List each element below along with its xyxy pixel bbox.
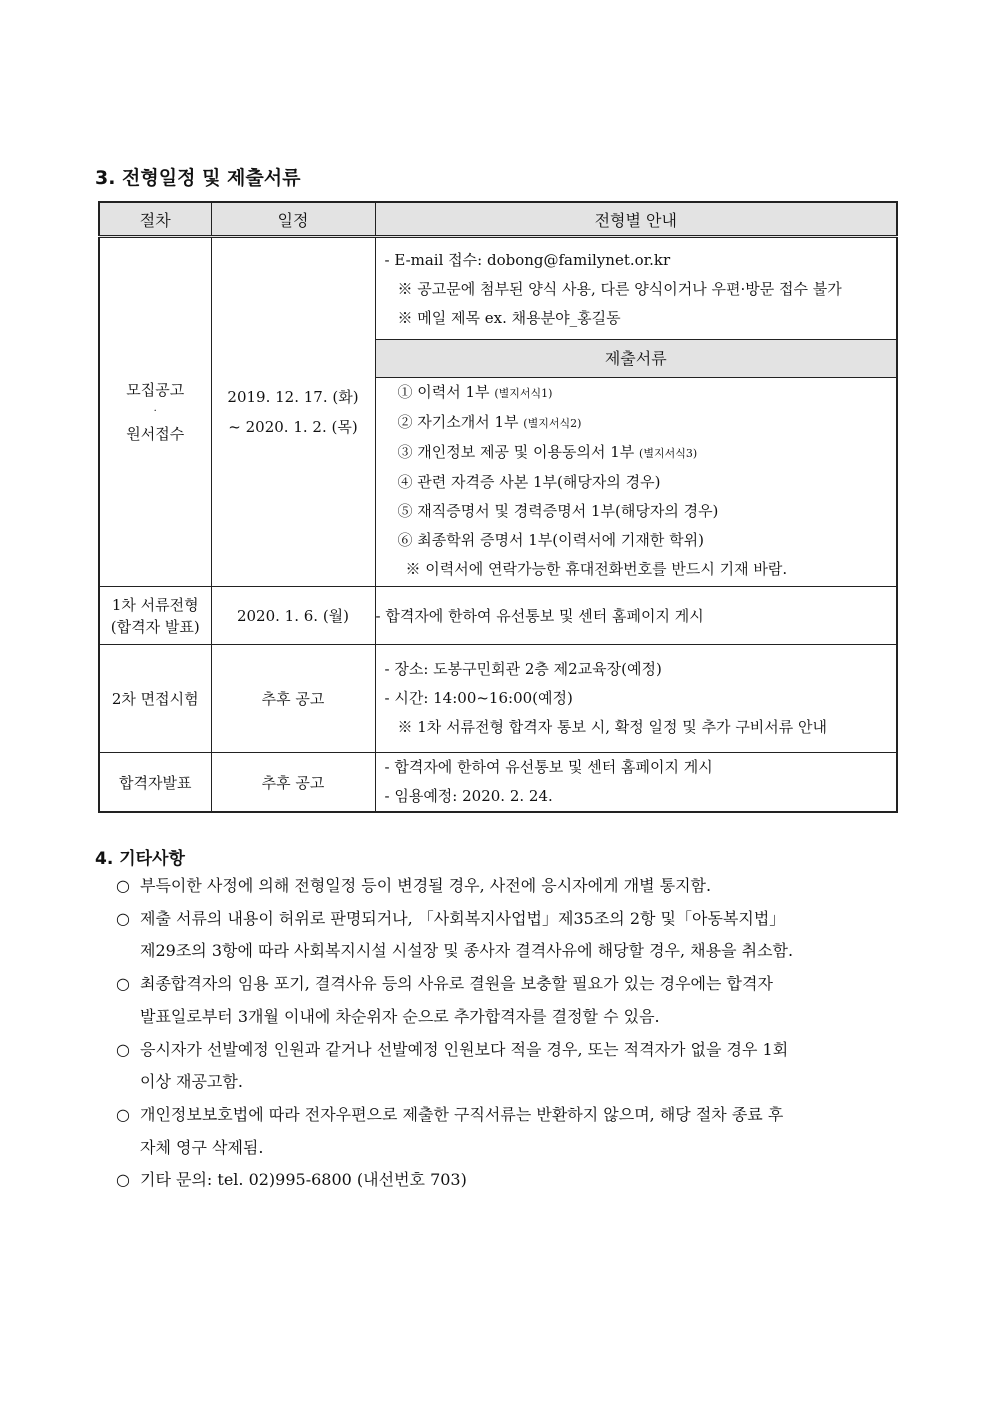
guide-line: ※ 1차 서류전형 합격자 통보 시, 확정 일정 및 추가 구비서류 안내 bbox=[397, 718, 828, 736]
list-item: ○ 제출 서류의 내용이 허위로 판명되거나, 「사회복지사업법」제35조의 2항 및「아동복지법」 제29조의 3항에 따라 사회복지시설 시설장 및 종사자 결격사유에 해당할 경우, 채용을 취소함. bbox=[113, 903, 893, 968]
bullet-icon: ○ bbox=[116, 876, 130, 895]
table-row-application bbox=[99, 237, 897, 587]
doc-item: ③ 개인정보 제공 및 이용동의서 1부 (별지서식3) bbox=[397, 443, 698, 461]
guide-line: - 장소: 도봉구민회관 2층 제2교육장(예정) bbox=[384, 660, 662, 678]
header-procedure: 절차 bbox=[99, 202, 211, 237]
guide-cell bbox=[375, 753, 897, 813]
guide-line: ※ 공고문에 첨부된 양식 사용, 다른 양식이거나 우편·방문 접수 불가 bbox=[397, 280, 842, 298]
guide-line: ※ 메일 제목 ex. 채용분야_홍길동 bbox=[397, 309, 621, 327]
notes-list bbox=[113, 870, 893, 1197]
guide-line: - E-mail 접수: dobong@familynet.or.kr bbox=[384, 251, 671, 269]
section-4-title: 4. 기타사항 bbox=[95, 849, 185, 869]
header-schedule: 일정 bbox=[211, 202, 375, 237]
doc-item: ⑤ 재직증명서 및 경력증명서 1부(해당자의 경우) bbox=[397, 502, 719, 520]
procedure-text: 1차 서류전형 bbox=[111, 595, 199, 614]
schedule-cell: 추후 공고 bbox=[211, 753, 375, 813]
procedure-cell: 2차 면접시험 bbox=[99, 645, 211, 753]
list-item: ○ 응시자가 선발예정 인원과 같거나 선발예정 인원보다 적을 경우, 또는 적격자가 없을 경우 1회 이상 재공고함. bbox=[113, 1034, 893, 1099]
schedule-cell: 추후 공고 bbox=[211, 645, 375, 753]
doc-item: ② 자기소개서 1부 (별지서식2) bbox=[397, 413, 582, 431]
guide-cell: - 합격자에 한하여 유선통보 및 센터 홈페이지 게시 bbox=[375, 587, 897, 645]
procedure-text: 원서접수 bbox=[126, 425, 185, 443]
table-row-document-screening bbox=[99, 587, 897, 645]
bullet-icon: ○ bbox=[116, 1039, 130, 1059]
header-guide: 전형별 안내 bbox=[375, 202, 897, 237]
guide-cell bbox=[375, 645, 897, 753]
doc-item: ④ 관련 자격증 사본 1부(해당자의 경우) bbox=[397, 473, 661, 491]
guide-line: - 임용예정: 2020. 2. 24. bbox=[384, 787, 553, 805]
list-item: ○ 부득이한 사정에 의해 전형일정 등이 변경될 경우, 사전에 응시자에게 개별 통지함. bbox=[113, 870, 893, 903]
doc-item: ⑥ 최종학위 증명서 1부(이력서에 기재한 학위) bbox=[397, 531, 704, 549]
bullet-icon: ○ bbox=[116, 1170, 130, 1190]
table-header-row bbox=[99, 202, 897, 237]
schedule-table bbox=[98, 201, 898, 813]
schedule-cell bbox=[211, 237, 375, 587]
procedure-text: 모집공고 bbox=[126, 381, 185, 399]
schedule-text: 2019. 12. 17. (화) bbox=[227, 388, 359, 406]
list-item: ○ 기타 문의: tel. 02)995-6800 (내선번호 703) bbox=[113, 1164, 893, 1197]
schedule-text: ~ 2020. 1. 2. (목) bbox=[228, 418, 358, 436]
bullet-icon: ○ bbox=[116, 908, 130, 928]
guide-line: - 합격자에 한하여 유선통보 및 센터 홈페이지 게시 bbox=[384, 758, 713, 776]
list-item: ○ 최종합격자의 임용 포기, 결격사유 등의 사유로 결원을 보충할 필요가 있는 경우에는 합격자 발표일로부터 3개월 이내에 차순위자 순으로 추가합격자를 결정할 수 있음. bbox=[113, 968, 893, 1033]
procedure-dot: · bbox=[153, 406, 157, 417]
procedure-cell bbox=[99, 237, 211, 587]
table-row-interview bbox=[99, 645, 897, 753]
procedure-cell bbox=[99, 587, 211, 645]
docs-note: ※ 이력서에 연락가능한 휴대전화번호를 반드시 기재 바람. bbox=[405, 560, 788, 578]
guide-line: - 시간: 14:00~16:00(예정) bbox=[384, 689, 573, 707]
docs-subheader: 제출서류 bbox=[376, 339, 897, 378]
section-3-title: 3. 전형일정 및 제출서류 bbox=[95, 167, 301, 189]
schedule-cell: 2020. 1. 6. (월) bbox=[211, 587, 375, 645]
table-row-final-result bbox=[99, 753, 897, 813]
bullet-icon: ○ bbox=[116, 1104, 130, 1124]
bullet-icon: ○ bbox=[116, 974, 130, 994]
procedure-text: (합격자 발표) bbox=[110, 617, 200, 636]
doc-item: ① 이력서 1부 (별지서식1) bbox=[397, 383, 553, 401]
guide-cell bbox=[375, 237, 897, 587]
list-item: ○ 개인정보보호법에 따라 전자우편으로 제출한 구직서류는 반환하지 않으며, 해당 절차 종료 후 자체 영구 삭제됨. bbox=[113, 1099, 893, 1164]
procedure-cell: 합격자발표 bbox=[99, 753, 211, 813]
